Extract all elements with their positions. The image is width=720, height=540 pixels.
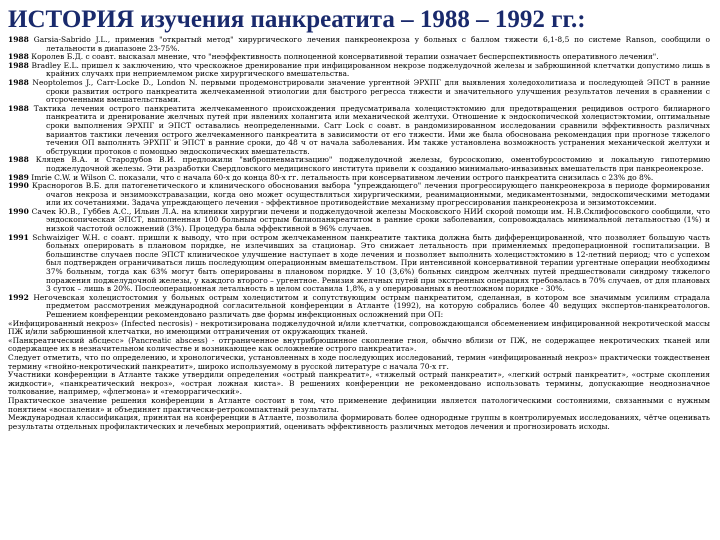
entry-year: 1992 — [8, 292, 29, 302]
entry-text: Международная классификация, принятая на конференции в Атланте, позволила формировать более однородные группы в контролируемых исследованиях, чётче оценивать результаты отдельных профилактических и лечебных мероприятий, оценивать эффективность различных методов лечения и прогнозировать исходы. — [8, 413, 710, 431]
entry-year: 1989 — [8, 172, 29, 182]
entry-text: Imrie C.W. и Wilson C. показали, что с начала 60-х до конца 80-х гг. летальность при консервативном лечении острого панкреатита снизилась с 23% до 8%. — [31, 172, 654, 182]
entry-year: 1991 — [8, 232, 29, 242]
entry-year: 1990 — [8, 181, 29, 191]
entry-year: 1988 — [8, 52, 29, 62]
entry-text: Schwaiziger W.H. с соавт. пришли к выводу, что при остром желчекаменном панкреатите тактика должна быть дифференцированной, что позволяет большую часть больных оперировать в плановом порядке, не излечивших за стационар. Это снижает летальность при применяемых предоперационной госпитализации. В большинстве случаев после ЭПСТ клиническое улучшение наступает в ходе лечения и позволяет выполнить холецистэктомию в 12-летний период; что с успехом был подтвержден ограничиваться лишь последующим операционным вмешательством. При интенсивной консервативной терапии ургентные операции необходимы 37% больным, тогда как 63% могут быть оперированы в плановом порядке. У 10 (3,6%) больных синдром желчных путей предшествовали синдрому тяжелого поражения поджелудочной железы, у каждого второго – ургентное. Ревизия желчных путей при экстренных операциях требовалась в 70% случаев, от для плановых 3 суток – лишь в 20%. Послеоперационная летальность в целом составила 1,8%, а у оперированных в неотложном порядке - 30%. — [32, 232, 710, 294]
entry-text: Участники конференции в Атланте также утвердили определения «острый панкреатит», «тяжелый острый панкреатит», «легкий острый панкреатит», «острые скопления жидкости», «панкреатический некроз», «острая ложная киста». В решениях конференции не рекомендовано использовать термины, допускающие неоднозначное толкование, например, «флегмона» и «геморрагический». — [8, 370, 710, 397]
entry-year: 1988 — [8, 60, 29, 70]
entry-text: Neoptolemos J., Carr-Locke D., London N. первыми продемонстрировали значение ургентной ЭРХПГ для выявления холедохолитиаза и последующей ЭПСТ в ранние сроки развития острого панкреатита желчекаменной этиологии для быстрого регресса тяжести и значительного улучшения результатов лечения в сравнении с отсроченными вмешательствами. — [32, 77, 710, 105]
entry-year: 1988 — [8, 155, 29, 165]
entry-text: «Панкреатический абсцесс» (Pancreatic abscess) - отграниченное внутрибрюшинное скопление гноя, обычно вблизи от ПЖ, не содержащее некротических тканей или содержащее их в незначительном количестве и возникающее как осложнение острого панкреатита». — [8, 335, 710, 354]
entry-text: Королев Б.Д. с соавт. высказал мнение, что "неэффективность полноценной консервативной терапии означает бесперспективность оперативного лечения". — [31, 52, 659, 62]
entry-year: 1990 — [8, 206, 29, 216]
history-entry — [8, 182, 710, 208]
history-entry — [8, 397, 710, 414]
document-body — [8, 36, 710, 431]
entry-text: Кляцев В.А. и Стародубов В.И. предложили "вибропневматизацию" поджелудочной железы, бурсоскопию, оментобурсостомию и локальную гипотермию поджелудочной железы. Эти разработки Свердловского медицинского института привели к созданию минимально-инвазивных вмешательств при панкреонекрозе. — [35, 155, 711, 173]
entry-text: Тактика лечения острого панкреатита желчекаменного происхождения предусматривала холецистэктомию для предотвращения рецидивов острого билиарного панкреатита и дренирование желчных путей при явлениях холангита или механической желтухи. Отношение к эндоскопической холецистэктомии, оптимальные сроки выполнения ЭРХПГ и ЭПСТ оставались неопределенными. Carr Lock с соавт. в рандомизированном исследовании сравнили эффективность различных вариантов тактики лечения острого желчекаменного панкреатита в зависимости от его тяжести. Ими же была обоснована рекомендация при прогнозе тяжелого течения ОП выполнять ЭРХПГ и ЭПСТ в ранние сроки, до 48 ч от начала заболевания. Им также установлена возможность устранения механической желтухи и обструкции протоков с помощью эндоскопических вмешательств. — [33, 103, 710, 156]
entry-text: Bradley E.L. пришел к заключению, что чрескожное дренирование при инфицированном некрозе поджелудочной железы и забрюшинной клетчатки допустимо лишь в крайних случаях при неприемлемом риске хирургического вмешательства. — [31, 60, 710, 79]
entry-text: Следует отметить, что по определению, и хронологически, установленных в ходе последующих исследований, термин «инфицированный некроз» практически тождественен термину «гнойно-некротический панкреатит», широко используемому в русской литературе с начала 70-х гг. — [8, 352, 710, 371]
history-entry — [8, 337, 710, 354]
entry-text: Garsia-Sabrido J.L., применив "открытый метод" хирургического лечения панкреонекроза у больных с баллом тяжести 6,1-8,5 по системе Ranson, сообщили о летальности в диапазоне 23-75%. — [33, 35, 710, 53]
entry-year: 1988 — [8, 35, 29, 44]
entry-text: Сачек Ю.В., Губбев А.С., Ильин Л.А. на клиники хирургии печени и поджелудочной железы Московского НИИ скорой помощи им. Н.В.Склифосовского сообщили, что эндоскопическая ЭПСТ, выполненная 100 больным острым билиопанкреатитом в ранние сроки заболевания, сопровождалась минимальной летальностью (1%) и низкой частотой осложнений (3%). Процедура была эффективной в 96% случаев. — [31, 206, 710, 234]
history-entry — [8, 294, 710, 320]
history-entry — [8, 320, 710, 337]
history-entry — [8, 354, 710, 371]
history-entry — [8, 36, 710, 53]
entry-year: 1988 — [8, 103, 29, 113]
entry-year: 1988 — [8, 77, 29, 87]
history-entry — [8, 79, 710, 105]
history-entry — [8, 208, 710, 234]
history-entry — [8, 371, 710, 397]
entry-text: Практическое значение решения конференции в Атланте состоит в том, что применение дефиниции является патологическими состояниями, связанными с нужным понятием «воспаления» и объединяет практически-ретрокомпактный результаты. — [8, 395, 710, 414]
history-entry — [8, 62, 710, 79]
page-title: ИСТОРИЯ изучения панкреатита – 1988 – 1992 гг.: — [8, 6, 586, 33]
entry-text: Негочевская холецистостомия у больных острым холециститом и сопутствующим острым панкреатитом, сделанная, в котором все значимым усилиям страдала предметом рассмотрения международной согласительной конференции в Атланте (1992), на которую собрались более 40 ведущих экспертов-панкреатологов. Решением конференции рекомендовано различать две формы инфекционных осложнений при ОП: — [33, 292, 710, 319]
history-entry — [8, 105, 710, 157]
history-entry — [8, 414, 710, 431]
entry-text: «Инфицированный некроз» (Infected necrosis) - некротизирована поджелудочной и/или клетчатки, сопровождающаяся обсеменением инфицированной некротической массы ПЖ и/или забрюшинной клетчатки, но имеющими отграничения от окружающих тканей. — [8, 318, 710, 337]
entry-text: Краснорогов В.Б. для патогенетического и клинического обоснования выбора "упреждающего" лечения прогрессирующего панкреонекроза в периоде формирования очагов некроза и энзимоэкстравазации, когда оно может осуществляться хирургическими, реанимационными, медикаментозными, эндоскопическими методами или их сочетаниями. Задача упреждающего лечения - эффективное противодействие механизму прогрессирования панкреонекроза и энзимотоксемии. — [31, 181, 711, 208]
history-entry — [8, 156, 710, 173]
history-entry — [8, 234, 710, 294]
